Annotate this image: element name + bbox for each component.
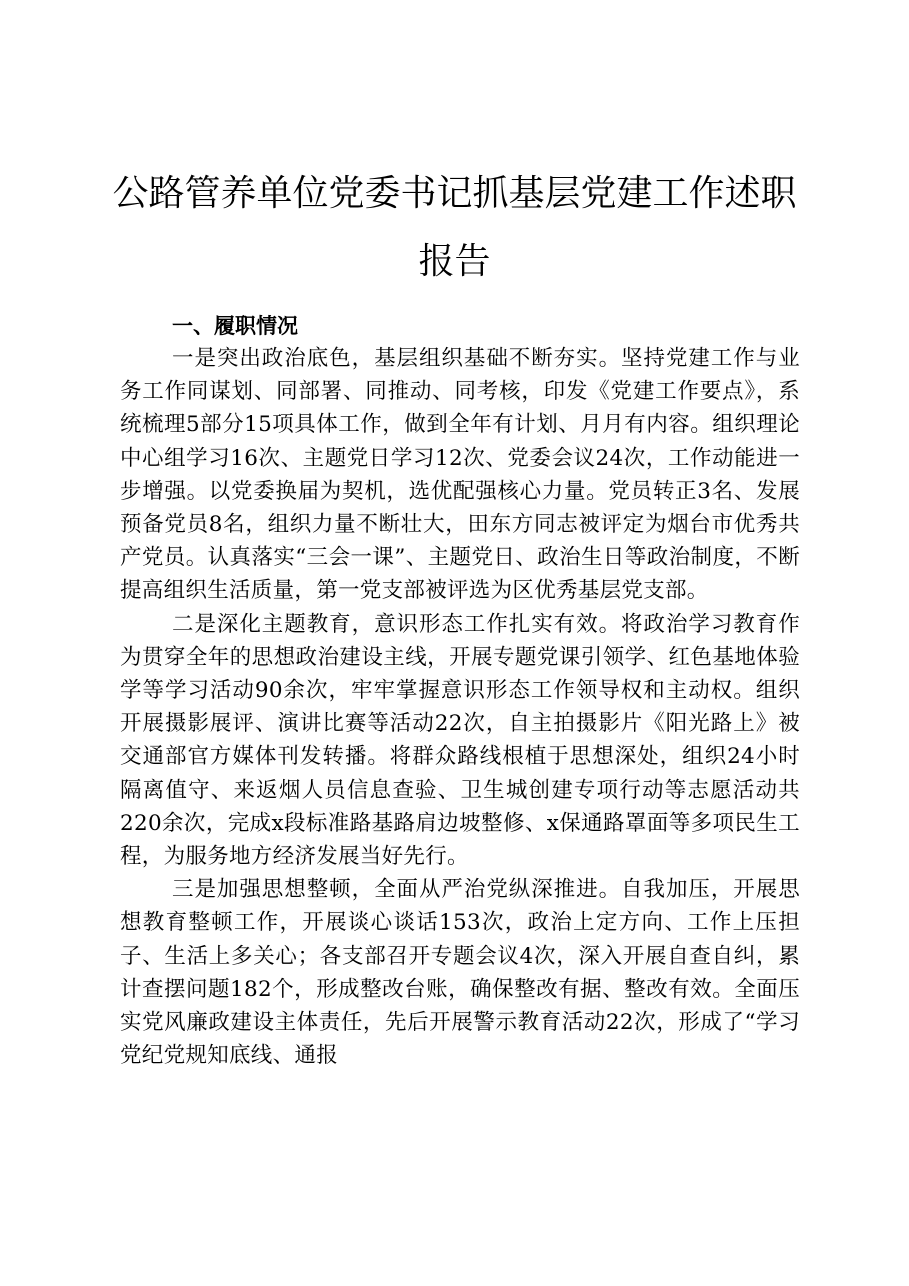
document-body <box>120 310 800 1072</box>
section-heading: 一、履职情况 <box>172 314 298 338</box>
paragraph-3: 三是加强思想整顿，全面从严治党纵深推进。自我加压，开展思想教育整顿工作，开展谈心谈话153次，政治上定方向、工作上压担子、生活上多关心；各支部召开专题会议4次，深入开展自查自纠，累计查摆问题182个，形成整改台账，确保整改有据、整改有效。全面压实党风廉政建设主体责任，先后开展警示教育活动22次，形成了“学习党纪党规知底线、通报 <box>120 877 800 1069</box>
document-title: 公路管养单位党委书记抓基层党建工作述职报告 <box>112 173 797 282</box>
paragraph-2: 二是深化主题教育，意识形态工作扎实有效。将政治学习教育作为贯穿全年的思想政治建设主线，开展专题党课引领学、红色基地体验学等学习活动90余次，牢牢掌握意识形态工作领导权和主动权。组织开展摄影展评、演讲比赛等活动22次，自主拍摄影片《阳光路上》被交通部官方媒体刊发转播。将群众路线根植于思想深处，组织24小时隔离值守、来返烟人员信息查验、卫生城创建专项行动等志愿活动共220余次，完成x段标准路基路肩边坡整修、x保通路罩面等多项民生工程，为服务地方经济发展当好先行。 <box>120 611 800 870</box>
paragraph-1: 一是突出政治底色，基层组织基础不断夯实。坚持党建工作与业务工作同谋划、同部署、同推动、同考核，印发《党建工作要点》，系统梳理5部分15项具体工作，做到全年有计划、月月有内容。组织理论中心组学习16次、主题党日学习12次、党委会议24次，工作动能进一步增强。以党委换届为契机，选优配强核心力量。党员转正3名、发展预备党员8名，组织力量不断壮大，田东方同志被评定为烟台市优秀共产党员。认真落实“三会一课”、主题党日、政治生日等政治制度，不断提高组织生活质量，第一党支部被评选为区优秀基层党支部。 <box>120 346 800 604</box>
